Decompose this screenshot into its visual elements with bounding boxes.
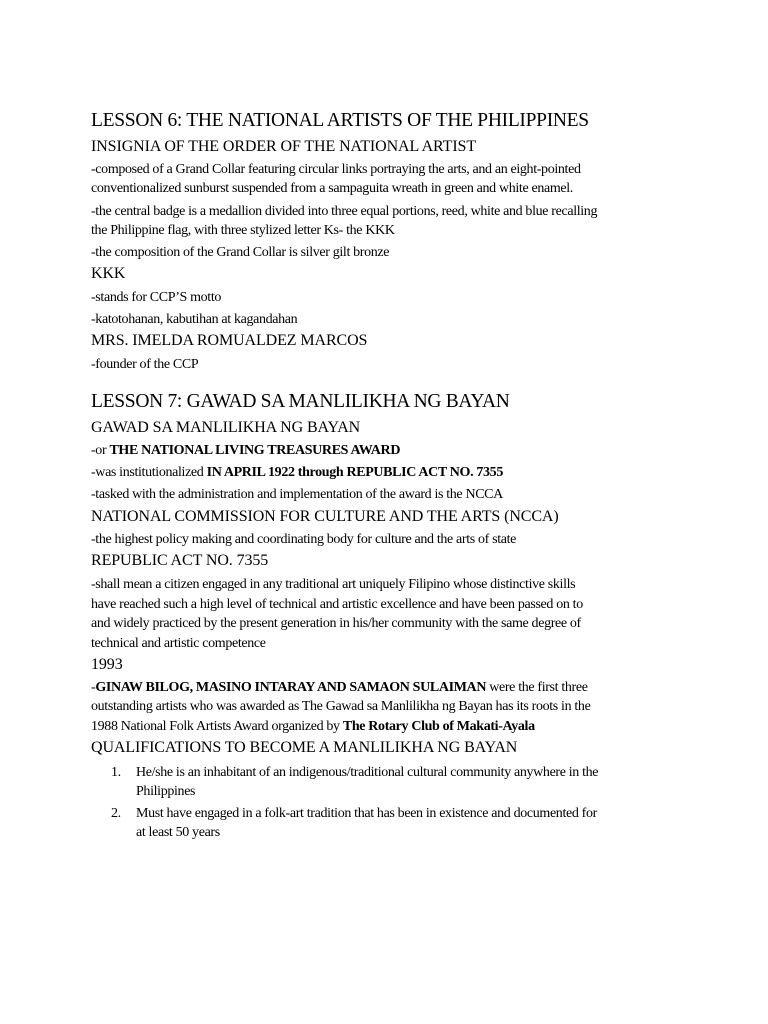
or-prefix: -or: [91, 443, 110, 458]
rotary-club: The Rotary Club of Makati-Ayala: [342, 719, 535, 734]
qualification-2-line-2: at least 50 years: [136, 825, 220, 840]
republic-act-heading: REPUBLIC ACT NO. 7355: [91, 552, 269, 569]
institutionalized-date: IN APRIL 1922 through REPUBLIC ACT NO. 7355: [206, 465, 503, 480]
insignia-line-4: the Philippine flag, with three stylized letter Ks- the KKK: [91, 223, 395, 238]
insignia-line-5: -the composition of the Grand Collar is silver gilt bronze: [91, 245, 390, 260]
tasked-line: -tasked with the administration and implementation of the award is the NCCA: [91, 487, 503, 502]
marcos-heading: MRS. IMELDA ROMUALDEZ MARCOS: [91, 332, 368, 349]
institutionalized-prefix: -was institutionalized: [91, 465, 207, 480]
first-three-line-1: [91, 678, 588, 697]
first-three-line-3: [91, 717, 535, 736]
kkk-heading: KKK: [91, 265, 126, 282]
first-three-line-2: outstanding artists who was awarded as The Gawad sa Manlilikha ng Bayan has its roots in the: [91, 699, 591, 714]
republic-act-line-3: and widely practiced by the present generation in his/her community with the same degree of: [91, 616, 581, 631]
year-1993-heading: 1993: [91, 656, 123, 673]
first-three-prefix: -: [91, 680, 96, 695]
gawad-heading: GAWAD SA MANLILIKHA NG BAYAN: [91, 419, 361, 436]
living-treasures-award: THE NATIONAL LIVING TREASURES AWARD: [109, 443, 401, 458]
insignia-line-1: -composed of a Grand Collar featuring circular links portraying the arts, and an eight-pointed: [91, 162, 581, 177]
insignia-line-3: -the central badge is a medallion divided into three equal portions, reed, white and blue recalling: [91, 204, 598, 219]
republic-act-line-4: technical and artistic competence: [91, 636, 266, 651]
qualification-2-number: 2.: [111, 806, 121, 821]
first-three-artists: GINAW BILOG, MASINO INTARAY AND SAMAON SULAIMAN: [95, 680, 487, 695]
marcos-line-1: -founder of the CCP: [91, 357, 199, 372]
republic-act-line-2: have reached such a high level of technical and artistic excellence and have been passed on to: [91, 597, 583, 612]
first-three-rest: were the first three: [486, 680, 588, 695]
qualifications-heading: QUALIFICATIONS TO BECOME A MANLILIKHA NG BAYAN: [91, 739, 518, 756]
ncca-heading: NATIONAL COMMISSION FOR CULTURE AND THE ARTS (NCCA): [91, 508, 559, 525]
republic-act-line-1: -shall mean a citizen engaged in any traditional art uniquely Filipino whose distinctive skills: [91, 577, 576, 592]
qualification-2-line-1: Must have engaged in a folk-art tradition that has been in existence and documented for: [136, 806, 597, 821]
ncca-line: -the highest policy making and coordinating body for culture and the arts of state: [91, 532, 517, 547]
institutionalized-line: [91, 463, 503, 482]
qualification-1-line-1: He/she is an inhabitant of an indigenous/traditional cultural community anywhere in the: [136, 765, 599, 780]
insignia-heading: INSIGNIA OF THE ORDER OF THE NATIONAL ARTIST: [91, 138, 477, 155]
kkk-line-1: -stands for CCP’S motto: [91, 290, 222, 305]
lesson-6-title: LESSON 6: THE NATIONAL ARTISTS OF THE PHILIPPINES: [91, 110, 589, 131]
lesson-7-title: LESSON 7: GAWAD SA MANLILIKHA NG BAYAN: [91, 391, 510, 412]
qualification-1-line-2: Philippines: [136, 784, 196, 799]
living-treasures-line: [91, 441, 400, 460]
kkk-line-2: -katotohanan, kabutihan at kagandahan: [91, 312, 298, 327]
first-three-line-3-prefix: 1988 National Folk Artists Award organized by: [91, 719, 343, 734]
qualification-1-number: 1.: [111, 765, 121, 780]
insignia-line-2: conventionalized sunburst suspended from a sampaguita wreath in green and white enamel.: [91, 181, 573, 196]
